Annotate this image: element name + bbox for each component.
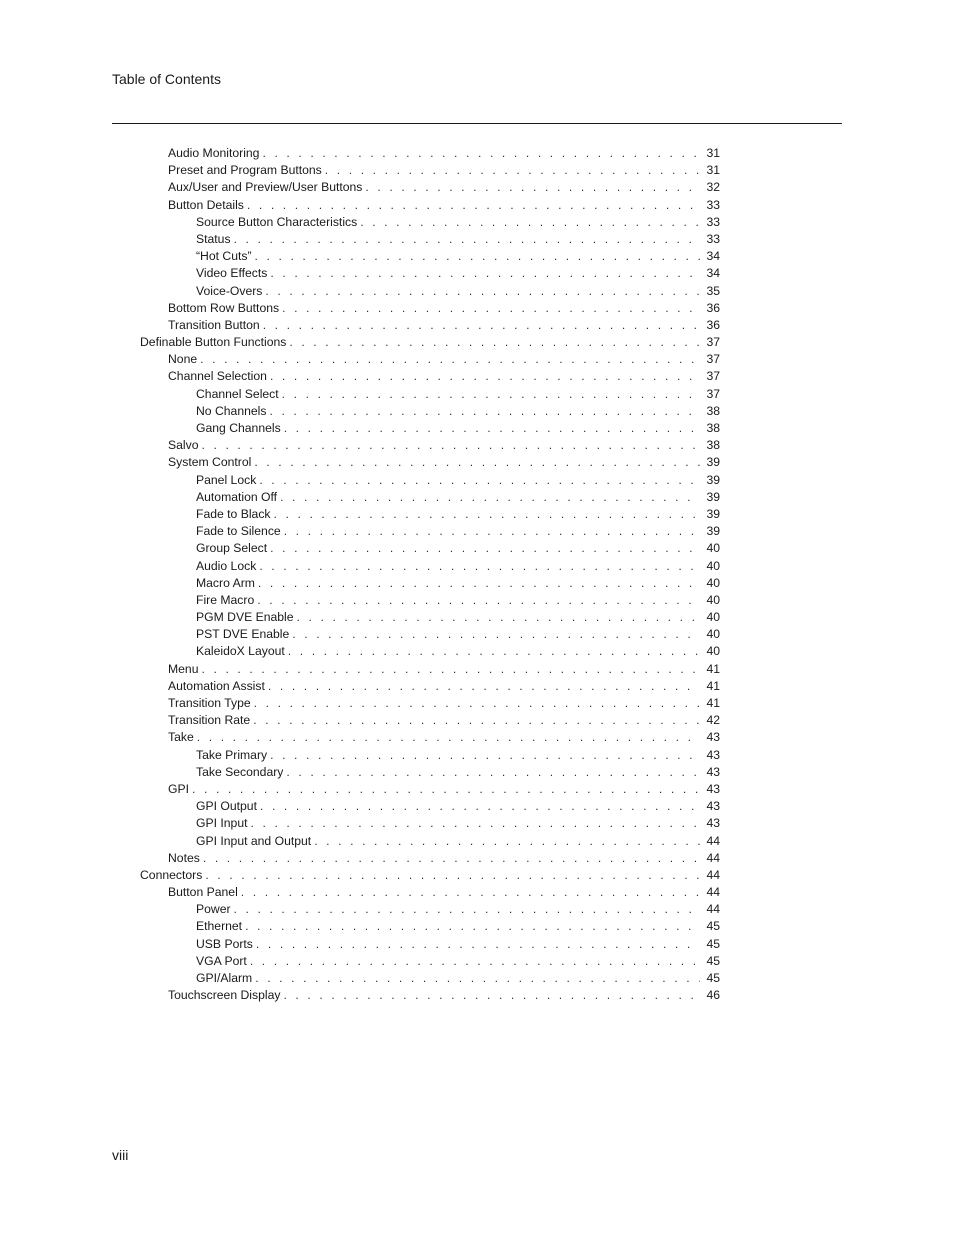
toc-entry[interactable] — [0, 833, 720, 850]
toc-entry-page-number: 44 — [706, 902, 720, 917]
toc-entry[interactable] — [0, 626, 720, 643]
toc-entry-page-number: 33 — [706, 231, 720, 246]
toc-entry-page-number: 37 — [706, 352, 720, 367]
toc-entry-page-number: 40 — [706, 575, 720, 590]
toc-entry-label: Voice-Overs — [196, 283, 263, 298]
dot-leader — [270, 747, 700, 764]
dot-leader — [269, 403, 700, 420]
toc-entry-page-number: 33 — [706, 214, 720, 229]
toc-entry-page-number: 37 — [706, 386, 720, 401]
dot-leader — [260, 798, 700, 815]
toc-entry[interactable] — [0, 368, 720, 385]
toc-entry[interactable] — [0, 901, 720, 918]
toc-entry[interactable] — [0, 179, 720, 196]
toc-entry[interactable] — [0, 403, 720, 420]
toc-entry-page-number: 43 — [706, 764, 720, 779]
dot-leader — [268, 678, 700, 695]
toc-entry-page-number: 45 — [706, 971, 720, 985]
dot-leader — [234, 901, 700, 918]
toc-entry-page-number: 42 — [706, 713, 720, 728]
toc-entry-label: KaleidoX Layout — [196, 644, 285, 659]
toc-entry[interactable] — [0, 729, 720, 746]
toc-entry-label: Channel Select — [196, 386, 279, 401]
toc-entry-label: Transition Button — [168, 317, 260, 332]
toc-entry-page-number: 43 — [706, 816, 720, 831]
toc-entry-page-number: 44 — [706, 867, 720, 882]
toc-entry-page-number: 36 — [706, 300, 720, 315]
toc-entry-label: Fade to Silence — [196, 524, 281, 539]
toc-entry[interactable] — [0, 351, 720, 368]
toc-entry-label: Take Primary — [196, 747, 268, 762]
dot-leader — [257, 592, 700, 609]
toc-entry-page-number: 32 — [706, 180, 720, 195]
page-number: viii — [112, 1147, 129, 1163]
dot-leader — [262, 145, 700, 162]
toc-entry-label: Fire Macro — [196, 592, 255, 607]
dot-leader — [297, 609, 700, 626]
toc-entry[interactable] — [0, 781, 720, 798]
dot-leader — [259, 472, 700, 489]
dot-leader — [255, 248, 700, 265]
toc-entry-label: Source Button Characteristics — [196, 214, 358, 229]
toc-entry-page-number: 44 — [706, 885, 720, 900]
toc-entry-label: Panel Lock — [196, 472, 257, 487]
dot-leader — [288, 643, 700, 660]
toc-entry[interactable] — [0, 747, 720, 764]
dot-leader — [234, 231, 700, 248]
toc-entry[interactable] — [0, 472, 720, 489]
dot-leader — [253, 712, 700, 729]
dot-leader — [365, 179, 700, 196]
toc-entry[interactable] — [0, 214, 720, 231]
toc-entry-label: Status — [196, 231, 231, 246]
toc-entry-label: Bottom Row Buttons — [168, 300, 280, 315]
toc-entry-page-number: 44 — [706, 833, 720, 848]
toc-entry[interactable] — [0, 867, 720, 884]
toc-entry-page-number: 40 — [706, 644, 720, 659]
toc-entry-page-number: 40 — [706, 627, 720, 642]
dot-leader — [259, 558, 700, 575]
toc-entry[interactable] — [0, 231, 720, 248]
toc-entry-label: GPI/Alarm — [196, 971, 253, 985]
dot-leader — [258, 575, 700, 592]
toc-entry-page-number: 44 — [706, 850, 720, 865]
dot-leader — [200, 351, 700, 368]
toc-entry[interactable] — [0, 265, 720, 282]
toc-entry[interactable] — [0, 197, 720, 214]
toc-entry-page-number: 41 — [706, 661, 720, 676]
toc-entry-page-number: 39 — [706, 489, 720, 504]
toc-entry-page-number: 40 — [706, 541, 720, 556]
toc-entry-label: Preset and Program Buttons — [168, 163, 322, 178]
toc-entry[interactable] — [0, 317, 720, 334]
dot-leader — [254, 695, 700, 712]
dot-leader — [325, 162, 700, 179]
toc-entry[interactable] — [0, 661, 720, 678]
toc-entry-label: Gang Channels — [196, 421, 281, 435]
toc-entry-label: Notes — [168, 850, 200, 865]
table-of-contents — [0, 145, 954, 1004]
toc-entry-label: Connectors — [140, 867, 203, 882]
toc-entry[interactable] — [0, 764, 720, 781]
toc-entry[interactable] — [0, 918, 720, 935]
toc-entry-label: Fade to Black — [196, 506, 271, 521]
toc-entry[interactable] — [0, 678, 720, 695]
toc-entry[interactable] — [0, 437, 720, 454]
toc-entry-page-number: 41 — [706, 696, 720, 710]
toc-entry-label: Transition Rate — [168, 713, 251, 728]
dot-leader — [314, 833, 700, 850]
toc-entry-label: Audio Lock — [196, 558, 257, 573]
toc-entry-label: Power — [196, 902, 231, 917]
toc-entry-page-number: 34 — [706, 249, 720, 264]
toc-entry[interactable] — [0, 850, 720, 867]
dot-leader — [202, 661, 701, 678]
toc-entry-page-number: 46 — [706, 988, 720, 1003]
toc-entry-page-number: 43 — [706, 747, 720, 762]
toc-entry-label: Automation Assist — [168, 678, 265, 693]
dot-leader — [265, 283, 700, 300]
toc-entry-page-number: 40 — [706, 610, 720, 625]
dot-leader — [250, 953, 700, 970]
dot-leader — [256, 936, 700, 953]
toc-entry-label: Button Details — [168, 197, 244, 212]
toc-entry[interactable] — [0, 523, 720, 540]
dot-leader — [254, 454, 700, 471]
toc-entry-label: Definable Button Functions — [140, 335, 287, 350]
toc-entry[interactable] — [0, 334, 720, 351]
toc-entry-label: Take — [168, 730, 194, 745]
dot-leader — [255, 970, 700, 987]
toc-entry[interactable] — [0, 454, 720, 471]
toc-entry-label: GPI Output — [196, 799, 257, 814]
toc-entry-page-number: 33 — [706, 197, 720, 212]
toc-entry-label: No Channels — [196, 403, 267, 418]
toc-entry-page-number: 41 — [706, 678, 720, 693]
toc-entry[interactable] — [0, 695, 720, 712]
toc-entry-label: Menu — [168, 661, 199, 676]
toc-entry-page-number: 43 — [706, 730, 720, 745]
toc-entry[interactable] — [0, 558, 720, 575]
dot-leader — [282, 386, 700, 403]
toc-entry-label: Touchscreen Display — [168, 988, 281, 1003]
toc-entry-page-number: 45 — [706, 919, 720, 934]
toc-entry-label: GPI — [168, 781, 189, 796]
toc-entry-label: Button Panel — [168, 885, 238, 900]
toc-entry[interactable] — [0, 540, 720, 557]
toc-entry-page-number: 35 — [706, 283, 720, 298]
toc-entry[interactable] — [0, 798, 720, 815]
toc-entry-label: “Hot Cuts” — [196, 249, 252, 264]
toc-entry-page-number: 38 — [706, 421, 720, 435]
dot-leader — [205, 867, 700, 884]
toc-entry[interactable] — [0, 489, 720, 506]
dot-leader — [292, 626, 700, 643]
toc-entry-label: USB Ports — [196, 936, 253, 951]
toc-entry[interactable] — [0, 420, 720, 437]
toc-entry[interactable] — [0, 815, 720, 832]
toc-entry-page-number: 37 — [706, 369, 720, 384]
header-divider — [112, 123, 842, 124]
toc-entry-page-number: 37 — [706, 335, 720, 350]
dot-leader — [274, 506, 700, 523]
toc-entry-label: Automation Off — [196, 489, 278, 504]
dot-leader — [263, 317, 700, 334]
toc-entry[interactable] — [0, 575, 720, 592]
toc-entry[interactable] — [0, 884, 720, 901]
toc-entry-page-number: 31 — [706, 163, 720, 178]
toc-entry[interactable] — [0, 609, 720, 626]
toc-entry-page-number: 38 — [706, 438, 720, 453]
toc-entry-label: Macro Arm — [196, 575, 255, 590]
dot-leader — [203, 850, 700, 867]
dot-leader — [241, 884, 700, 901]
toc-entry[interactable] — [0, 643, 720, 660]
toc-entry[interactable] — [0, 300, 720, 317]
toc-entry-page-number: 31 — [706, 146, 720, 160]
toc-entry-label: Channel Selection — [168, 369, 267, 384]
toc-entry-label: System Control — [168, 455, 252, 470]
toc-entry-page-number: 45 — [706, 936, 720, 951]
toc-entry-label: Group Select — [196, 541, 268, 556]
toc-entry[interactable] — [0, 970, 720, 987]
dot-leader — [192, 781, 700, 798]
toc-entry-label: Audio Monitoring — [168, 146, 260, 160]
toc-entry-page-number: 39 — [706, 524, 720, 539]
toc-entry[interactable] — [0, 162, 720, 179]
toc-entry[interactable] — [0, 248, 720, 265]
toc-entry-label: None — [168, 352, 198, 367]
toc-entry-label: Take Secondary — [196, 764, 284, 779]
dot-leader — [245, 918, 700, 935]
toc-entry-label: GPI Input — [196, 816, 248, 831]
page-header-title: Table of Contents — [112, 71, 221, 87]
toc-entry-page-number: 36 — [706, 317, 720, 332]
toc-entry-label: PGM DVE Enable — [196, 610, 294, 625]
toc-entry-page-number: 39 — [706, 472, 720, 487]
dot-leader — [283, 987, 700, 1004]
dot-leader — [197, 729, 700, 746]
toc-entry-page-number: 39 — [706, 455, 720, 470]
toc-entry[interactable] — [0, 953, 720, 970]
toc-entry-label: Video Effects — [196, 266, 268, 281]
toc-entry[interactable] — [0, 506, 720, 523]
dot-leader — [247, 197, 700, 214]
dot-leader — [270, 368, 700, 385]
dot-leader — [360, 214, 700, 231]
toc-entry[interactable] — [0, 386, 720, 403]
toc-entry-page-number: 39 — [706, 506, 720, 521]
toc-entry-label: Ethernet — [196, 919, 243, 934]
dot-leader — [251, 815, 701, 832]
toc-entry-page-number: 34 — [706, 266, 720, 281]
dot-leader — [284, 523, 700, 540]
toc-entry-page-number: 38 — [706, 403, 720, 418]
toc-entry[interactable] — [0, 936, 720, 953]
toc-entry-page-number: 43 — [706, 781, 720, 796]
toc-entry[interactable] — [0, 283, 720, 300]
toc-entry-page-number: 43 — [706, 799, 720, 814]
toc-entry[interactable] — [0, 592, 720, 609]
dot-leader — [284, 420, 700, 437]
dot-leader — [286, 764, 700, 781]
toc-entry-label: GPI Input and Output — [196, 833, 312, 848]
dot-leader — [202, 437, 701, 454]
toc-entry-label: Aux/User and Preview/User Buttons — [168, 180, 363, 195]
toc-entry-label: VGA Port — [196, 953, 247, 968]
dot-leader — [289, 334, 700, 351]
dot-leader — [270, 265, 700, 282]
toc-entry[interactable] — [0, 712, 720, 729]
toc-entry-label: Transition Type — [168, 696, 251, 710]
toc-entry-label: PST DVE Enable — [196, 627, 290, 642]
toc-entry[interactable] — [0, 145, 720, 162]
dot-leader — [270, 540, 700, 557]
toc-entry-label: Salvo — [168, 438, 199, 453]
dot-leader — [280, 489, 700, 506]
toc-entry-page-number: 40 — [706, 558, 720, 573]
dot-leader — [282, 300, 700, 317]
toc-entry-page-number: 45 — [706, 953, 720, 968]
toc-entry[interactable] — [0, 987, 720, 1004]
toc-entry-page-number: 40 — [706, 592, 720, 607]
